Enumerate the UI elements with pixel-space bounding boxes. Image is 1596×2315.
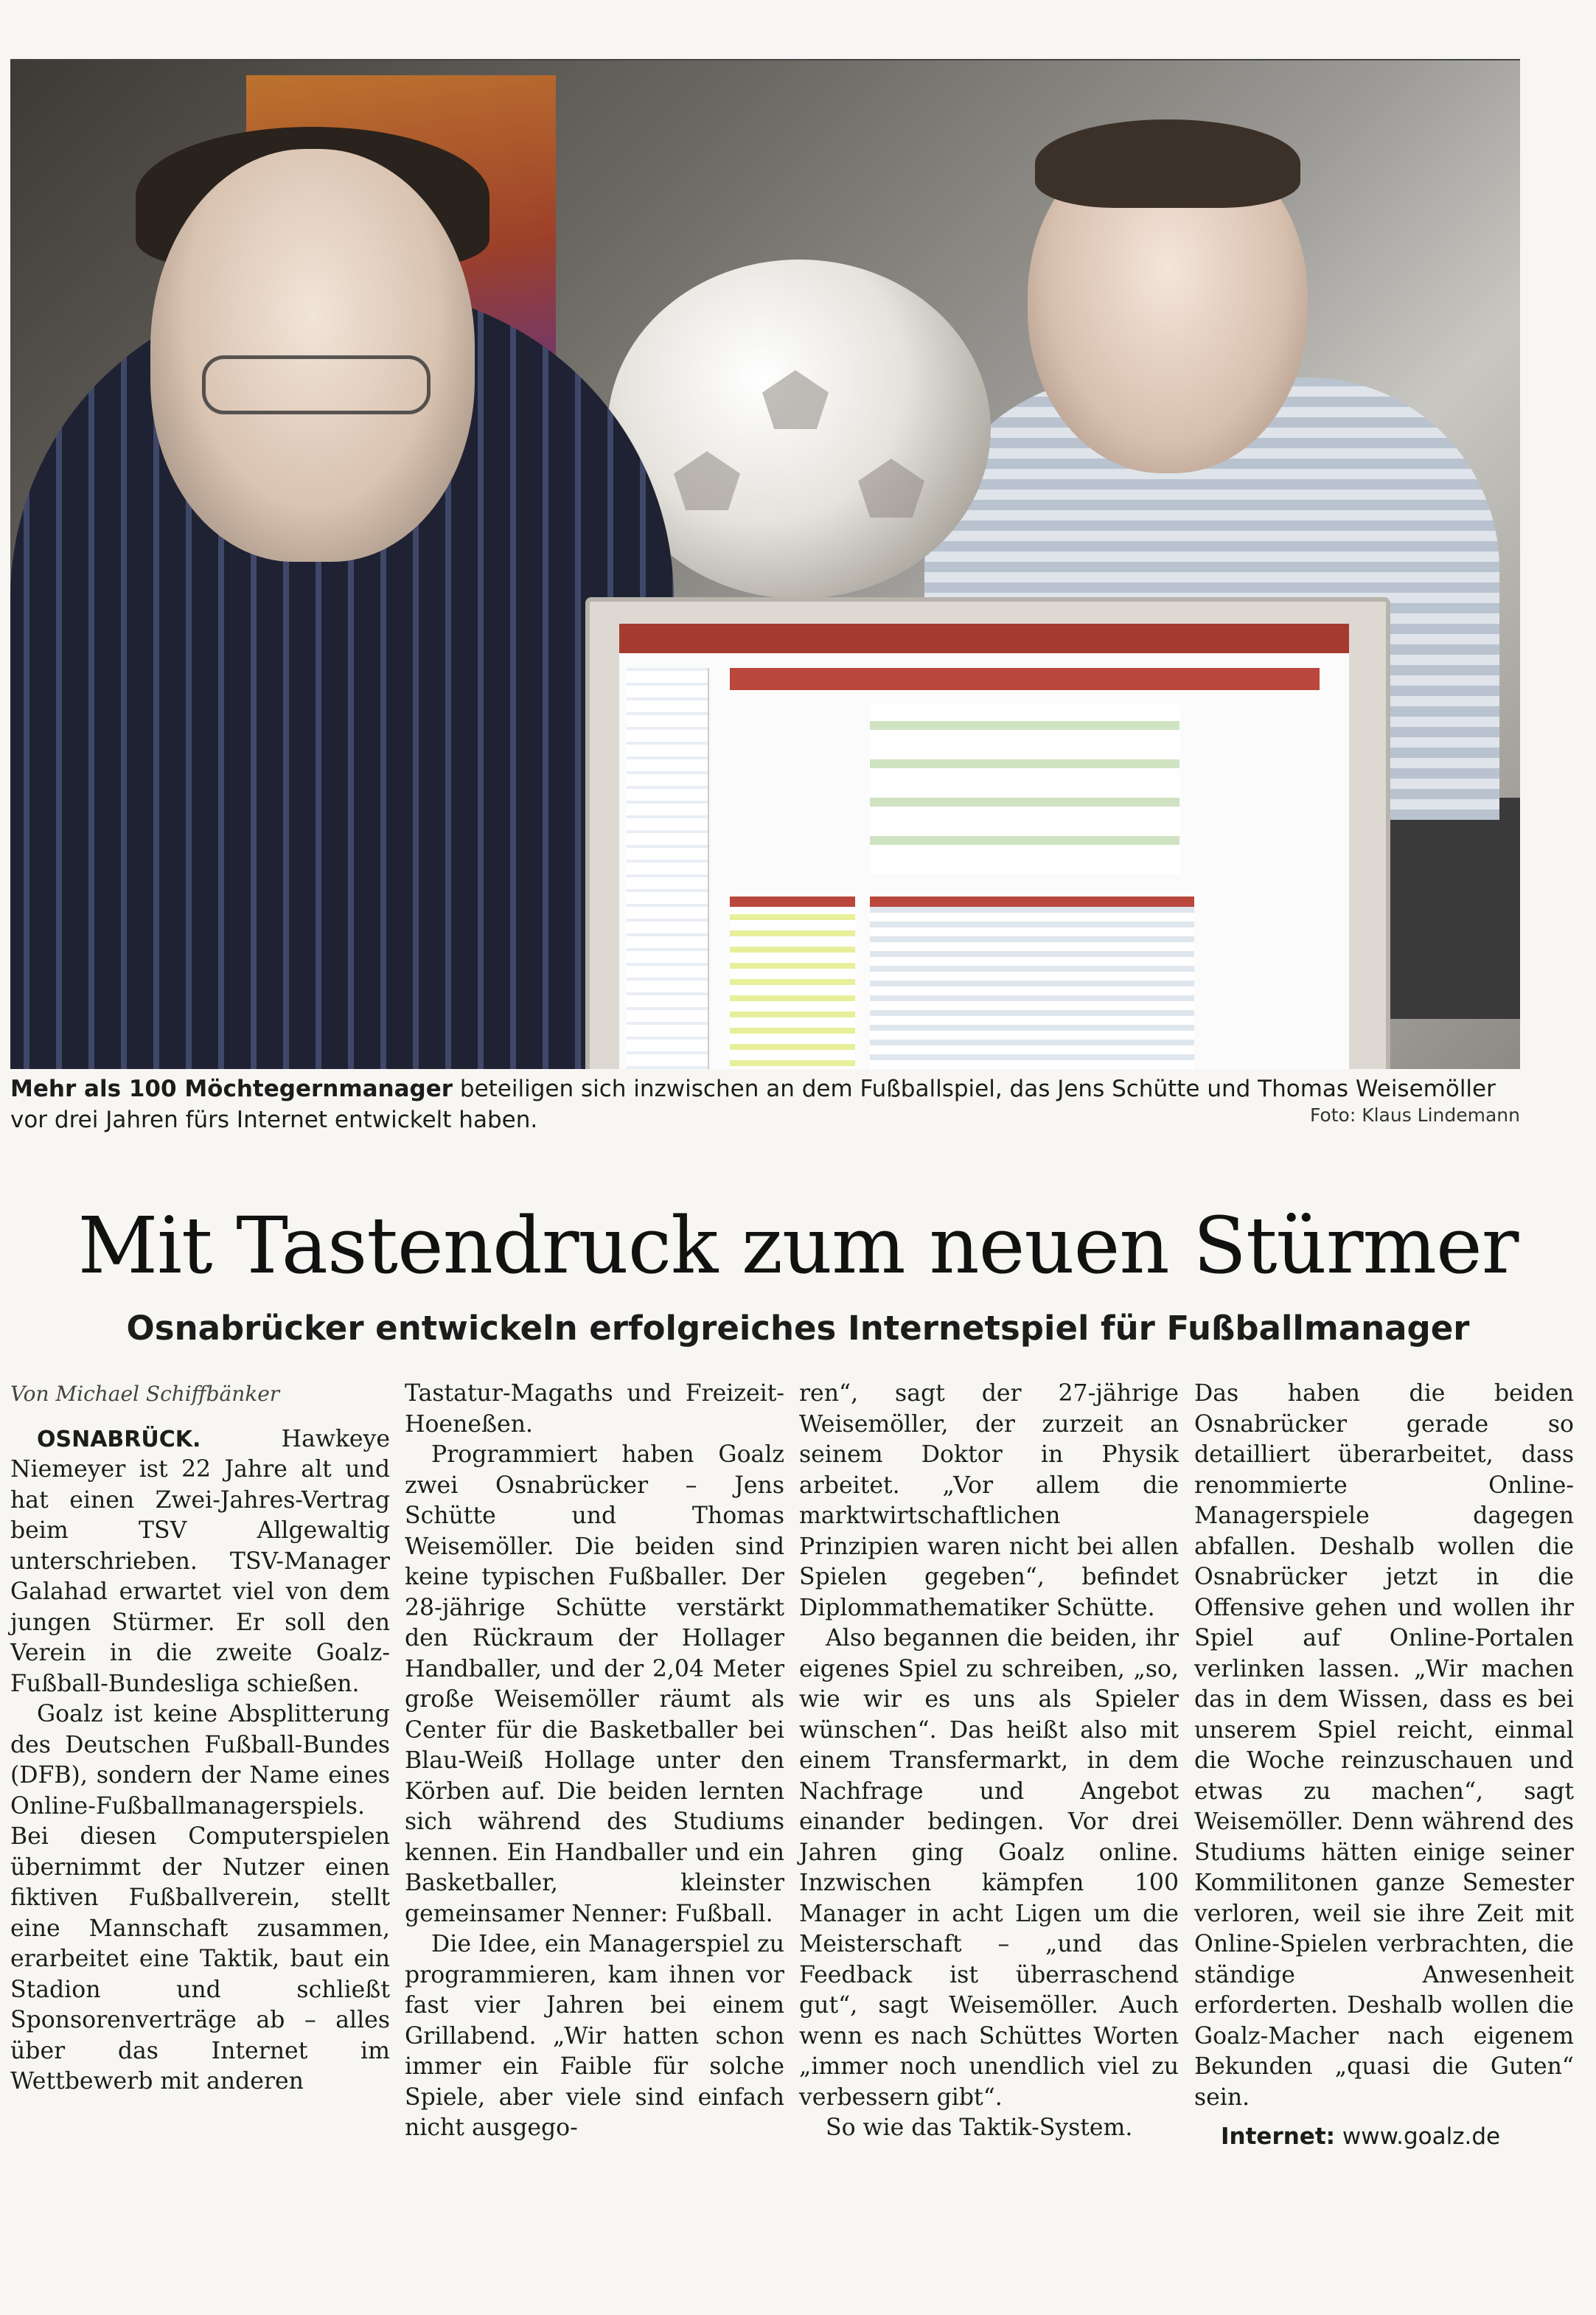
paragraph: Das haben die beiden Osnabrücker gerade so detailliert überarbeitet, dass renommierte Online-Managerspiele dagegen abfallen. Deshalb wollen die Osnabrücker jetzt in die Offensive gehen und wollen ihr Spiel auf Online-Portalen verlinken lassen. „Wir machen das in dem Wissen, dass es bei unserem Spiel reicht, einmal die Woche reinzuschauen und etwas zu machen“, sagt Weisemöller. Denn während des Studiums hätten einige seiner Kommilitonen ganze Semester verloren, weil sie ihre Zeit mit Online-Spielen verbrachten, die ständige Anwesenheit erforderten. Deshalb wollen die Goalz-Macher nach eigenem Bekunden „quasi die Guten“ sein. (1194, 1380, 1574, 2111)
subheadline: Osnabrücker entwickeln erfolgreiches Internetspiel für Fußballmanager (126, 1309, 1470, 1348)
paragraph: Also begannen die beiden, ihr eigenes Spiel zu schreiben, „so, wie wir es uns als Spieler wünschen“. Das heißt also mit einem Transfermarkt, in dem Nachfrage und Angebot einander bedingen. Vor drei Jahren ging Goalz online. Inzwischen kämpfen 100 Manager in acht Ligen um die Meisterschaft – „und das Feedback ist überraschend gut“, sagt Weisemöller. Auch wenn es nach Schüttes Worten „immer noch unendlich viel zu verbessern gibt“. (799, 1625, 1179, 2111)
paragraph: Die Idee, ein Managerspiel zu programmieren, kam ihnen vor fast vier Jahren bei einem Grillabend. „Wir hatten schon immer ein Faible für solche Spiele, aber viele sind einfach nicht ausgego- (405, 1931, 784, 2141)
screen-table-right (870, 897, 1194, 1069)
ball-patch (762, 370, 829, 429)
photo-credit: Foto: Klaus Lindemann (1309, 1104, 1520, 1126)
caption-bold: Mehr als 100 Möchtegernmanager (10, 1076, 453, 1102)
stereo-equipment (1381, 798, 1520, 1019)
paragraph-text: Hawkeye Niemeyer ist 22 Jahre alt und hat einen Zwei-Jahres-Vertrag beim TSV Allgewaltig unterschrieben. TSV-Manager Galahad erwartet viel von dem jungen Stürmer. Er soll den Verein in die zweite Goalz-Fußball-Bundesliga schießen. (10, 1425, 390, 1697)
screen-title-bar (730, 668, 1320, 690)
screen-lineup-field (870, 705, 1179, 874)
ball-patch (858, 459, 924, 518)
column-4 (1194, 1379, 1574, 2153)
paragraph: ren“, sagt der 27-jährige Weisemöller, der zurzeit an seinem Doktor in Physik arbeitet. „Vor allem die marktwirtschaftlichen Prinzipien waren nicht bei allen Spielen gegeben“, befindet Diplommathematiker Schütte. (799, 1380, 1179, 1621)
monitor-screen (619, 624, 1349, 1069)
caption-text: beteiligen sich inzwischen an dem Fußballspiel, das Jens Schütte und Thomas Weisemöller vor drei Jahren fürs Internet entwickelt haben. (10, 1076, 1496, 1133)
column-1 (10, 1379, 390, 2098)
photo-caption (10, 1073, 1520, 1135)
ball-patch (674, 451, 740, 510)
paragraph: Programmiert haben Goalz zwei Osnabrücker – Jens Schütte und Thomas Weisemöller. Die beiden sind keine typischen Fußballer. Der 28-jährige Schütte verstärkt den Rückraum der Hollager Handballer, und der 2,04 Meter große Weisemöller räumt als Center für die Basketballer bei Blau-Weiß Hollage unter den Körben auf. Die beiden lernten sich während des Studiums kennen. Ein Handballer und ein Basketballer, kleinster gemeinsamer Nenner: Fußball. (405, 1441, 784, 1927)
screen-table-left (730, 897, 855, 1069)
paragraph (10, 1424, 390, 1700)
glasses (202, 355, 431, 414)
paragraph: So wie das Taktik-System. (826, 2114, 1133, 2141)
column-2 (405, 1379, 784, 2144)
paragraph: Tastatur-Magaths und Freizeit-Hoeneßen. (405, 1380, 784, 1438)
dateline: OSNABRÜCK. (37, 1426, 201, 1452)
internet-reference (1194, 2122, 1574, 2153)
screen-header-bar (619, 624, 1349, 653)
internet-label: Internet: (1221, 2123, 1336, 2150)
paragraph: Goalz ist keine Absplitterung des Deutschen Fußball-Bundes (DFB), sondern der Name eines Online-Fußballmanagerspiels. Bei diesen Computerspielen übernimmt der Nutzer einen fiktiven Fußballverein, stellt eine Mannschaft zusammen, erarbeitet eine Taktik, baut ein Stadion und schließt Sponsorenverträge ab – alles über das Internet im Wettbewerb mit anderen (10, 1701, 390, 2095)
person-right-hair (1035, 119, 1300, 208)
headline: Mit Tastendruck zum neuen Stürmer (77, 1200, 1519, 1291)
internet-link[interactable]: www.goalz.de (1335, 2123, 1501, 2150)
computer-monitor (585, 597, 1390, 1069)
screen-sidebar (627, 668, 709, 1069)
byline: Von Michael Schiffbänker (10, 1382, 280, 1406)
article-photo (10, 60, 1520, 1069)
column-3 (799, 1379, 1179, 2144)
